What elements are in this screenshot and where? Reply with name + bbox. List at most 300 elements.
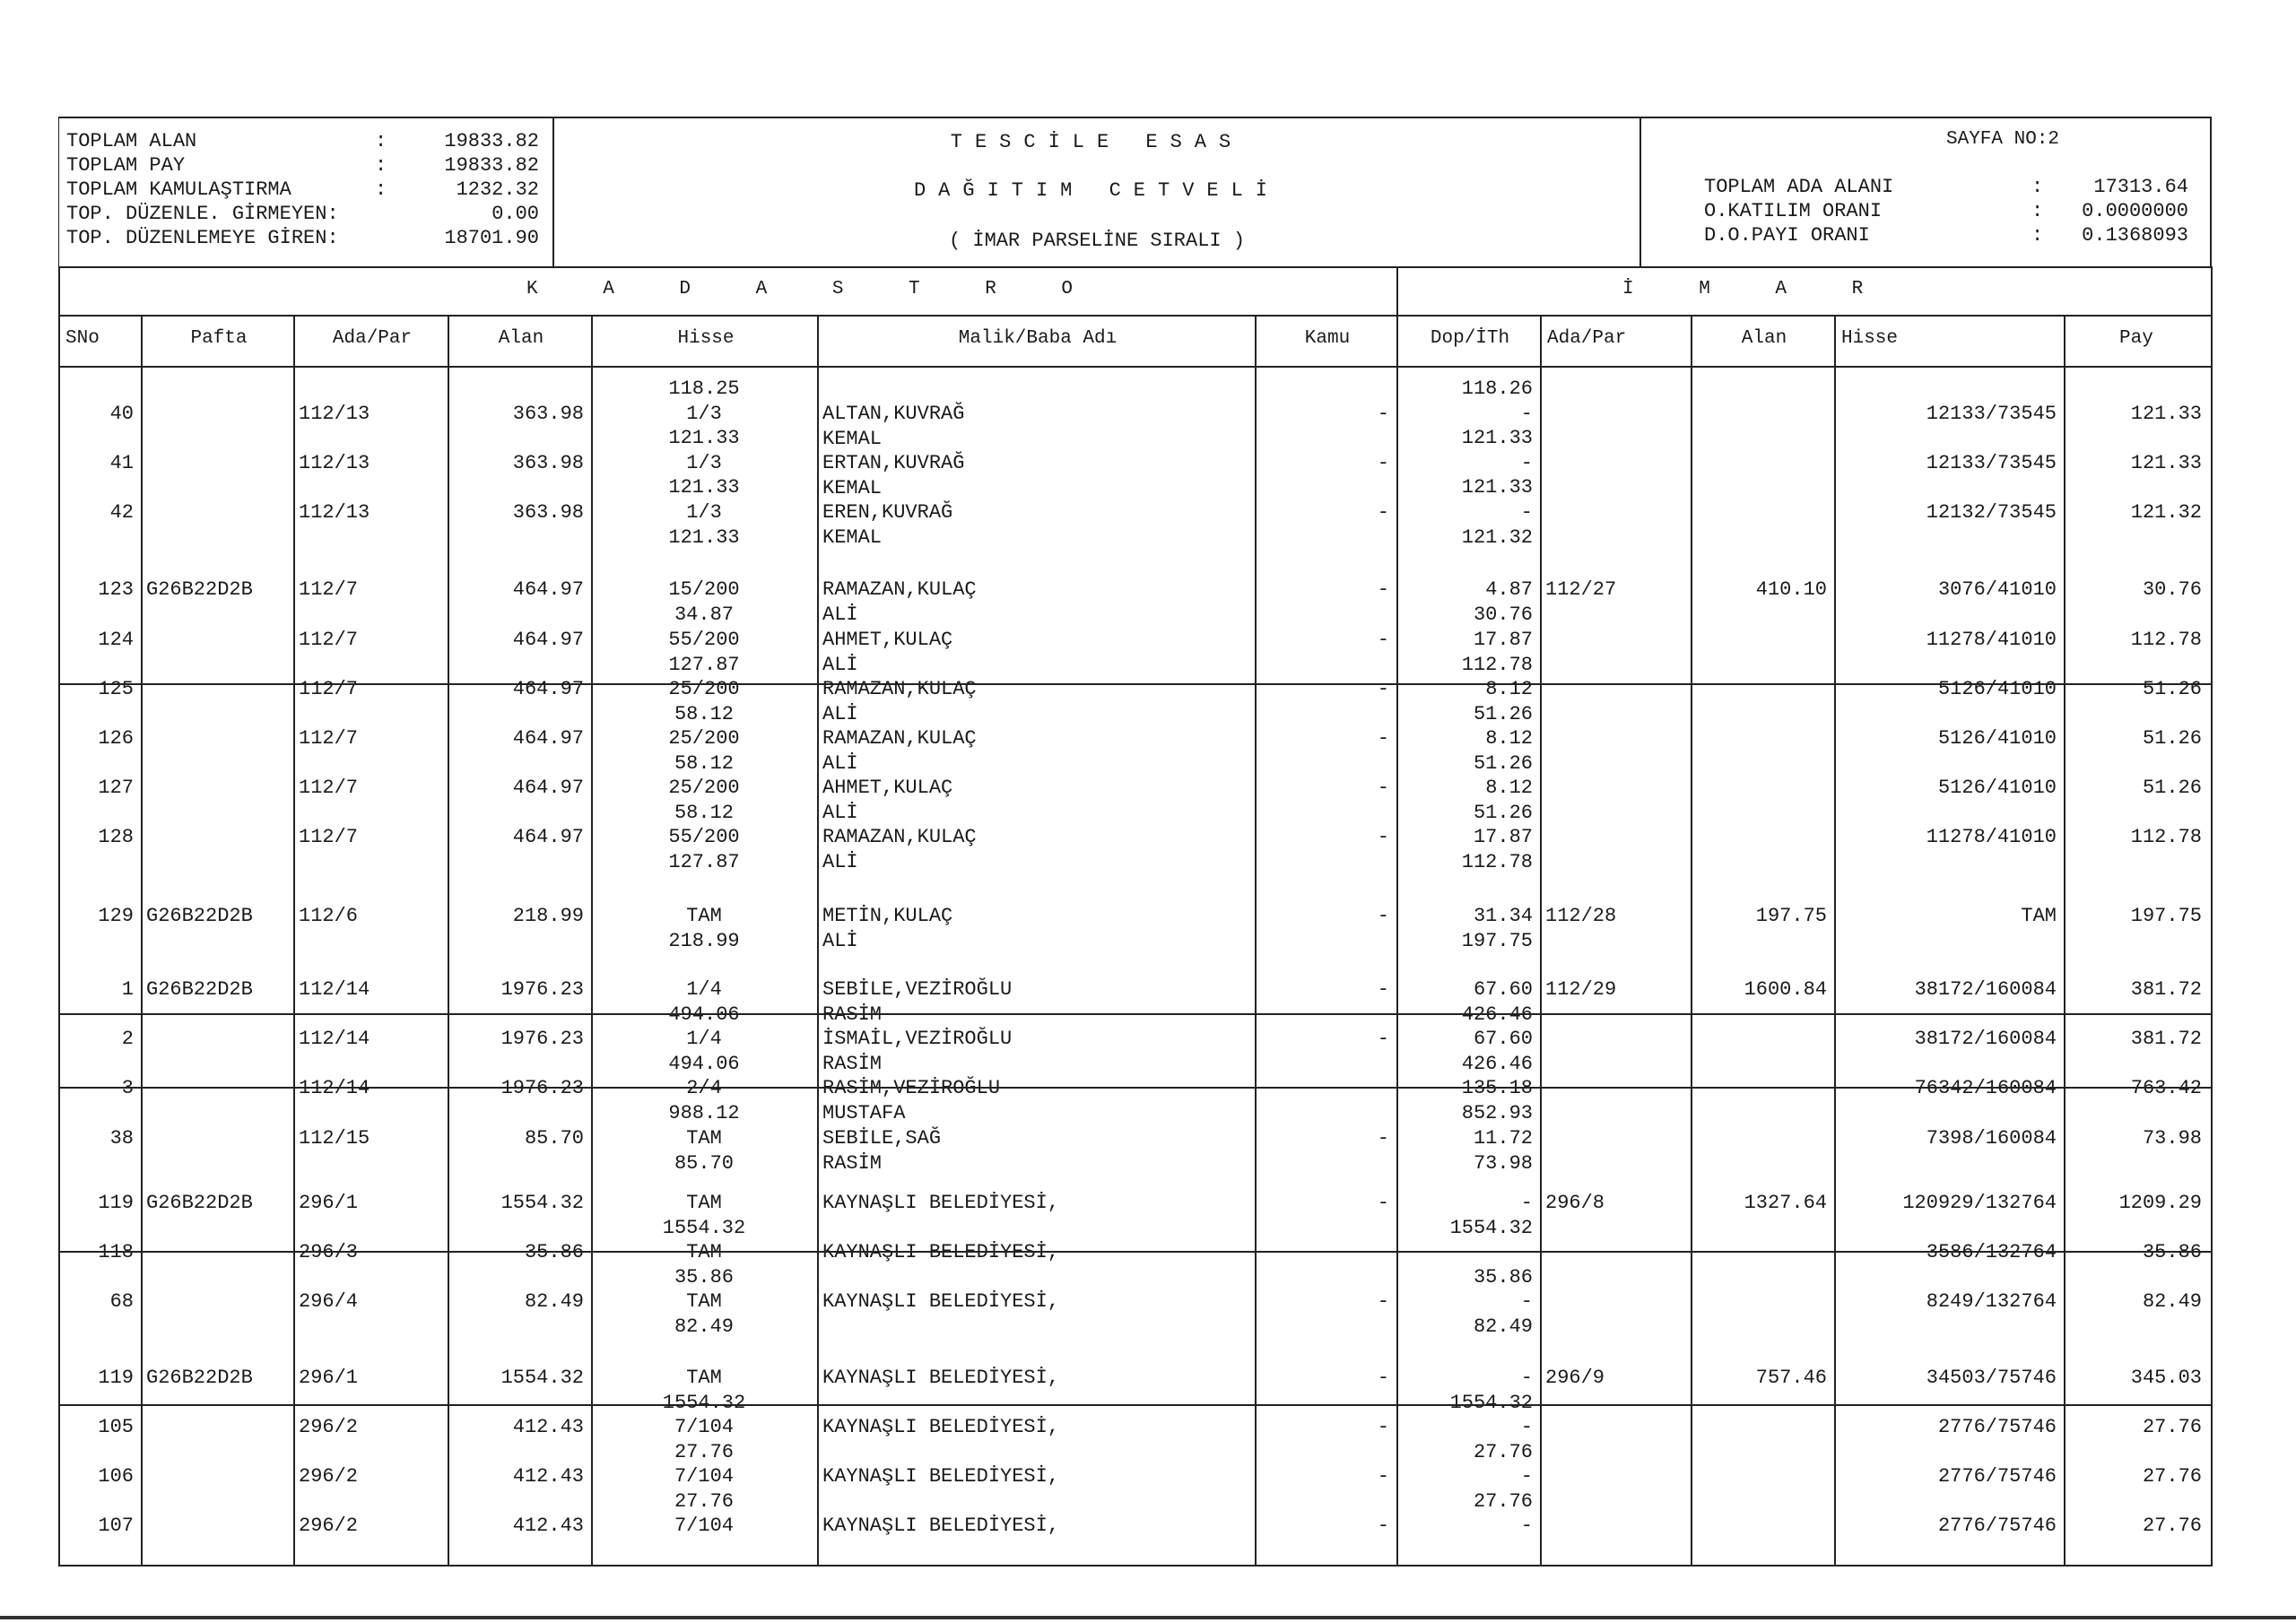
dop-cell: 67.60 (1473, 978, 1533, 1001)
imar-ada-par-cell: 112/28 (1545, 905, 1617, 927)
pay-cell: 51.26 (2142, 678, 2202, 700)
hisse-amount: 58.12 (674, 703, 734, 725)
hisse-amount: 34.87 (674, 603, 734, 626)
total-label: TOPLAM ALAN (66, 130, 197, 152)
dop-cell: - (1520, 501, 1533, 524)
dop-amount: 852.93 (1461, 1102, 1533, 1124)
pafta-cell: G26B22D2B (146, 1367, 253, 1389)
kamu-cell: - (1377, 1028, 1389, 1050)
title-panel (554, 118, 1641, 266)
imar-hisse-cell: 12133/73545 (1926, 403, 2057, 425)
header-box (58, 117, 2212, 268)
imar-hisse-cell: 2776/75746 (1937, 1515, 2057, 1537)
owner-name: SEBİLE,SAĞ (822, 1127, 942, 1150)
total-label: TOPLAM PAY (66, 154, 186, 177)
father-name: MUSTAFA (822, 1102, 906, 1124)
owner-name: KAYNAŞLI BELEDİYESİ, (822, 1241, 1060, 1263)
owner-name: RASİM,VEZİROĞLU (822, 1077, 1001, 1099)
totals-panel (59, 118, 554, 266)
father-name: KEMAL (822, 428, 883, 450)
owner-name: SEBİLE,VEZİROĞLU (822, 978, 1013, 1001)
hisse-cell: 1/4 (686, 978, 722, 1001)
hisse-cell: 1/3 (686, 403, 722, 425)
ada-par-cell: 296/2 (299, 1465, 359, 1488)
owner-name: ERTAN,KUVRAĞ (822, 452, 965, 474)
column-header: Dop/İTh (1430, 328, 1510, 349)
hisse-amount: 58.12 (674, 802, 734, 824)
owner-name: KAYNAŞLI BELEDİYESİ, (822, 1367, 1060, 1389)
ada-par-cell: 112/7 (299, 678, 359, 700)
hisse-amount: 121.33 (668, 476, 740, 499)
dop-cell: - (1520, 1192, 1533, 1214)
pay-cell: 30.76 (2142, 578, 2202, 601)
hisse-amount: 121.33 (668, 526, 740, 549)
dop-cell: 8.12 (1485, 678, 1533, 700)
imar-hisse-cell: 12132/73545 (1926, 501, 2057, 524)
ada-par-cell: 112/7 (299, 777, 359, 799)
kamu-cell: - (1377, 1416, 1389, 1438)
column-header: Hisse (677, 328, 735, 349)
alan-cell: 412.43 (512, 1416, 584, 1438)
ada-par-cell: 112/7 (299, 727, 359, 750)
sno-cell: 126 (98, 727, 134, 750)
hisse-amount: 85.70 (674, 1152, 734, 1175)
total-label: D.O.PAYI ORANI (1704, 224, 1870, 247)
total-value: 1232.32 (456, 178, 539, 201)
father-name: ALİ (822, 603, 858, 626)
imar-hisse-cell: TAM (2021, 905, 2057, 927)
dop-amount: 35.86 (1473, 1266, 1533, 1289)
total-value: 0.1368093 (2082, 224, 2188, 247)
kamu-cell: - (1377, 1465, 1389, 1488)
hisse-amount: 58.12 (674, 752, 734, 775)
total-label: O.KATILIM ORANI (1704, 200, 1883, 222)
total-colon: : (375, 130, 387, 152)
dop-amount: 1554.32 (1449, 1217, 1533, 1239)
pay-cell: 121.33 (2130, 403, 2202, 425)
page-bottom-rule (0, 1616, 2296, 1619)
dop-cell: 4.87 (1485, 578, 1533, 601)
dop-amount: 51.26 (1473, 703, 1533, 725)
dop-amount: 121.32 (1461, 526, 1533, 549)
alan-cell: 363.98 (512, 501, 584, 524)
total-label: TOP. DÜZENLE. GİRMEYEN: (66, 203, 339, 225)
group-separator (58, 683, 2211, 685)
imar-hisse-cell: 12133/73545 (1926, 452, 2057, 474)
father-name: RASİM (822, 1053, 883, 1075)
dop-amount: 27.76 (1473, 1441, 1533, 1463)
alan-cell: 35.86 (524, 1241, 584, 1263)
imar-alan-cell: 1600.84 (1744, 978, 1827, 1001)
alan-cell: 464.97 (512, 727, 584, 750)
dop-amount: 426.46 (1461, 1053, 1533, 1075)
imar-alan-cell: 197.75 (1755, 905, 1827, 927)
total-value: 0.00 (491, 203, 539, 225)
ada-par-cell: 112/13 (299, 501, 370, 524)
hisse-amount: 121.33 (668, 427, 740, 449)
father-name: KEMAL (822, 526, 883, 549)
owner-name: KAYNAŞLI BELEDİYESİ, (822, 1192, 1060, 1214)
ada-par-cell: 112/6 (299, 905, 359, 927)
kamu-cell: - (1377, 403, 1389, 425)
total-label: TOPLAM ADA ALANI (1704, 176, 1894, 198)
title-line-1: TESCİLE ESAS (950, 131, 1244, 153)
ada-par-cell: 112/7 (299, 578, 359, 601)
dop-amount: 51.26 (1473, 752, 1533, 775)
dop-amount: 73.98 (1473, 1152, 1533, 1175)
hisse-cell: TAM (686, 1192, 722, 1214)
sno-cell: 124 (98, 629, 134, 651)
kadastro-section (60, 266, 1398, 315)
hisse-cell: 25/200 (668, 678, 740, 700)
column-header: Alan (498, 328, 544, 349)
imar-hisse-cell: 2776/75746 (1937, 1416, 2057, 1438)
dop-cell: 11.72 (1473, 1127, 1533, 1150)
imar-alan-cell: 757.46 (1755, 1367, 1827, 1389)
imar-hisse-cell: 5126/41010 (1937, 777, 2057, 799)
pay-cell: 35.86 (2142, 1241, 2202, 1263)
sno-cell: 118 (98, 1241, 134, 1263)
imar-hisse-cell: 8249/132764 (1926, 1290, 2057, 1313)
imar-hisse-cell: 120929/132764 (1902, 1192, 2057, 1214)
section-bar (58, 266, 2213, 317)
total-colon: : (375, 178, 387, 201)
hisse-amount: 1554.32 (662, 1217, 746, 1239)
father-name: RASİM (822, 1152, 883, 1175)
dop-cell: 8.12 (1485, 777, 1533, 799)
column-header: Malik/Baba Adı (958, 328, 1118, 349)
pay-cell: 381.72 (2130, 978, 2202, 1001)
table-outer-border (58, 365, 2213, 1567)
column-header: Ada/Par (332, 328, 413, 349)
imar-hisse-cell: 38172/160084 (1914, 978, 2057, 1001)
dop-cell: - (1520, 1515, 1533, 1537)
group-separator (58, 1251, 2211, 1253)
owner-name: KAYNAŞLI BELEDİYESİ, (822, 1515, 1060, 1537)
total-colon: : (375, 154, 387, 177)
imar-hisse-cell: 5126/41010 (1937, 727, 2057, 750)
pay-cell: 73.98 (2142, 1127, 2202, 1150)
kamu-cell: - (1377, 629, 1389, 651)
pay-cell: 121.33 (2130, 452, 2202, 474)
kamu-cell: - (1377, 501, 1389, 524)
imar-ada-par-cell: 296/8 (1545, 1192, 1605, 1214)
imar-hisse-cell: 2776/75746 (1937, 1465, 2057, 1488)
sno-cell: 38 (109, 1127, 134, 1150)
father-name: ALİ (822, 802, 858, 824)
alan-cell: 1976.23 (500, 978, 584, 1001)
dop-amount: 426.46 (1461, 1003, 1533, 1026)
father-name: KEMAL (822, 477, 883, 499)
ada-par-cell: 112/13 (299, 403, 370, 425)
hisse-amount: 127.87 (668, 654, 740, 676)
alan-cell: 363.98 (512, 452, 584, 474)
dop-amount: 1554.32 (1449, 1392, 1533, 1414)
pay-cell: 51.26 (2142, 777, 2202, 799)
owner-name: KAYNAŞLI BELEDİYESİ, (822, 1416, 1060, 1438)
page-info-panel (1641, 118, 2210, 266)
sno-cell: 119 (98, 1192, 134, 1214)
father-name: RASİM (822, 1003, 883, 1026)
hisse-cell: TAM (686, 1367, 722, 1389)
dop-cell: - (1520, 1465, 1533, 1488)
dop-cell: - (1520, 1290, 1533, 1313)
owner-name: RAMAZAN,KULAÇ (822, 678, 977, 700)
alan-cell: 1554.32 (500, 1367, 584, 1389)
dop-amount: 112.78 (1461, 654, 1533, 676)
kamu-cell: - (1377, 777, 1389, 799)
alan-cell: 85.70 (524, 1127, 584, 1150)
ada-par-cell: 296/2 (299, 1416, 359, 1438)
hisse-amount: 494.06 (668, 1003, 740, 1026)
kamu-cell: - (1377, 1241, 1389, 1263)
owner-name: EREN,KUVRAĞ (822, 501, 953, 524)
ada-par-cell: 296/1 (299, 1367, 359, 1389)
sno-cell: 1 (121, 978, 134, 1001)
pay-cell: 27.76 (2142, 1416, 2202, 1438)
dop-amount: 27.76 (1473, 1490, 1533, 1513)
pay-cell: 121.32 (2130, 501, 2202, 524)
hisse-amount: 218.99 (668, 930, 740, 952)
dop-amount: 82.49 (1473, 1315, 1533, 1338)
imar-hisse-cell: 11278/41010 (1926, 826, 2057, 848)
hisse-amount: 27.76 (674, 1490, 734, 1513)
alan-cell: 1554.32 (500, 1192, 584, 1214)
group-separator (58, 1404, 2211, 1406)
distribution-sheet (58, 117, 2211, 1565)
hisse-amount: 988.12 (668, 1102, 740, 1124)
dop-cell: - (1520, 403, 1533, 425)
sno-cell: 106 (98, 1465, 134, 1488)
hisse-cell: 2/4 (686, 1077, 722, 1099)
total-value: 19833.82 (444, 154, 539, 177)
alan-cell: 412.43 (512, 1515, 584, 1537)
owner-name: RAMAZAN,KULAÇ (822, 727, 977, 750)
imar-hisse-cell: 11278/41010 (1926, 629, 2057, 651)
kamu-cell: - (1377, 1077, 1389, 1099)
column-header: SNo (65, 328, 100, 349)
pay-cell: 1209.29 (2118, 1192, 2202, 1214)
owner-name: KAYNAŞLI BELEDİYESİ, (822, 1290, 1060, 1313)
ada-par-cell: 296/4 (299, 1290, 359, 1313)
kamu-cell: - (1377, 452, 1389, 474)
kamu-cell: - (1377, 1367, 1389, 1389)
total-colon: : (2031, 224, 2044, 247)
dop-amount: 51.26 (1473, 802, 1533, 824)
pay-cell: 763.42 (2130, 1077, 2202, 1099)
total-label: TOPLAM KAMULAŞTIRMA (66, 178, 291, 201)
total-colon: : (2031, 176, 2044, 198)
alan-cell: 464.97 (512, 678, 584, 700)
father-name: ALİ (822, 851, 858, 873)
kamu-cell: - (1377, 1290, 1389, 1313)
column-header: Alan (1741, 328, 1787, 349)
hisse-cell: 1/3 (686, 501, 722, 524)
kamu-cell: - (1377, 727, 1389, 750)
sno-cell: 107 (98, 1515, 134, 1537)
owner-name: ALTAN,KUVRAĞ (822, 403, 965, 425)
page-number: SAYFA NO:2 (1946, 129, 2060, 150)
pay-cell: 51.26 (2142, 727, 2202, 750)
ada-par-cell: 296/2 (299, 1515, 359, 1537)
total-value: 0.0000000 (2082, 200, 2188, 222)
pay-cell: 27.76 (2142, 1515, 2202, 1537)
pafta-cell: G26B22D2B (146, 1192, 253, 1214)
hisse-amount: 118.25 (668, 378, 740, 400)
column-header: Pafta (190, 328, 248, 349)
alan-cell: 363.98 (512, 403, 584, 425)
pay-cell: 27.76 (2142, 1465, 2202, 1488)
dop-amount: 112.78 (1461, 851, 1533, 873)
dop-cell: - (1520, 1416, 1533, 1438)
pay-cell: 112.78 (2130, 629, 2202, 651)
title-line-3: ( İMAR PARSELİNE SIRALI ) (948, 230, 1246, 252)
owner-name: AHMET,KULAÇ (822, 629, 953, 651)
hisse-cell: TAM (686, 1290, 722, 1313)
sno-cell: 40 (109, 403, 134, 425)
dop-cell: 17.87 (1473, 629, 1533, 651)
total-colon: : (2031, 200, 2044, 222)
imar-ada-par-cell: 296/9 (1545, 1367, 1605, 1389)
column-header: Pay (2119, 328, 2153, 349)
alan-cell: 464.97 (512, 578, 584, 601)
sno-cell: 129 (98, 905, 134, 927)
hisse-cell: 25/200 (668, 727, 740, 750)
kamu-cell: - (1377, 1127, 1389, 1150)
total-label: TOP. DÜZENLEMEYE GİREN: (66, 227, 339, 249)
alan-cell: 1976.23 (500, 1077, 584, 1099)
pay-cell: 82.49 (2142, 1290, 2202, 1313)
kamu-cell: - (1377, 1515, 1389, 1537)
hisse-amount: 82.49 (674, 1315, 734, 1338)
alan-cell: 218.99 (512, 905, 584, 927)
imar-hisse-cell: 5126/41010 (1937, 678, 2057, 700)
owner-name: METİN,KULAÇ (822, 905, 953, 927)
father-name: ALİ (822, 703, 858, 725)
imar-alan-cell: 1327.64 (1744, 1192, 1827, 1214)
kamu-cell: - (1377, 978, 1389, 1001)
total-value: 19833.82 (444, 130, 539, 152)
imar-hisse-cell: 34503/75746 (1926, 1367, 2057, 1389)
imar-hisse-cell: 7398/160084 (1926, 1127, 2057, 1150)
hisse-cell: TAM (686, 1241, 722, 1263)
dop-amount: 197.75 (1461, 930, 1533, 952)
imar-hisse-cell: 3076/41010 (1937, 578, 2057, 601)
dop-cell: 17.87 (1473, 826, 1533, 848)
dop-amount: 118.26 (1461, 378, 1533, 400)
alan-cell: 464.97 (512, 777, 584, 799)
pafta-cell: G26B22D2B (146, 905, 253, 927)
imar-alan-cell: 410.10 (1755, 578, 1827, 601)
hisse-amount: 127.87 (668, 851, 740, 873)
imar-ada-par-cell: 112/27 (1545, 578, 1617, 601)
imar-hisse-cell: 3586/132764 (1926, 1241, 2057, 1263)
kamu-cell: - (1377, 578, 1389, 601)
dop-amount: 30.76 (1473, 603, 1533, 626)
alan-cell: 412.43 (512, 1465, 584, 1488)
pafta-cell: G26B22D2B (146, 978, 253, 1001)
sno-cell: 119 (98, 1367, 134, 1389)
total-value: 18701.90 (444, 227, 539, 249)
dop-cell: - (1520, 452, 1533, 474)
hisse-cell: TAM (686, 905, 722, 927)
hisse-cell: 55/200 (668, 826, 740, 848)
ada-par-cell: 112/7 (299, 826, 359, 848)
dop-amount: 121.33 (1461, 427, 1533, 449)
pay-cell: 345.03 (2130, 1367, 2202, 1389)
hisse-cell: 7/104 (674, 1515, 734, 1537)
ada-par-cell: 296/1 (299, 1192, 359, 1214)
ada-par-cell: 112/7 (299, 629, 359, 651)
kamu-cell: - (1377, 905, 1389, 927)
group-separator (58, 1087, 2211, 1089)
column-header: Kamu (1304, 328, 1351, 349)
sno-cell: 3 (121, 1077, 134, 1099)
kamu-cell: - (1377, 1192, 1389, 1214)
dop-cell: 135.18 (1461, 1077, 1533, 1099)
group-separator (58, 1013, 2211, 1015)
owner-name: RAMAZAN,KULAÇ (822, 826, 977, 848)
father-name: ALİ (822, 752, 858, 775)
sno-cell: 125 (98, 678, 134, 700)
sno-cell: 68 (109, 1290, 134, 1313)
imar-hisse-cell: 38172/160084 (1914, 1028, 2057, 1050)
alan-cell: 82.49 (524, 1290, 584, 1313)
hisse-cell: TAM (686, 1127, 722, 1150)
father-name: ALİ (822, 654, 858, 676)
hisse-amount: 27.76 (674, 1441, 734, 1463)
sno-cell: 2 (121, 1028, 134, 1050)
kadastro-label: K A D A S T R O (526, 279, 1100, 299)
sno-cell: 128 (98, 826, 134, 848)
kamu-cell: - (1377, 826, 1389, 848)
dop-cell: - (1520, 1367, 1533, 1389)
alan-cell: 1976.23 (500, 1028, 584, 1050)
hisse-cell: 25/200 (668, 777, 740, 799)
dop-cell: 8.12 (1485, 727, 1533, 750)
pay-cell: 112.78 (2130, 826, 2202, 848)
hisse-amount: 1554.32 (662, 1392, 746, 1414)
sno-cell: 42 (109, 501, 134, 524)
ada-par-cell: 112/15 (299, 1127, 370, 1150)
pay-cell: 197.75 (2130, 905, 2202, 927)
hisse-cell: 15/200 (668, 578, 740, 601)
dop-cell: 31.34 (1473, 905, 1533, 927)
title-line-2: DAĞITIM CETVELİ (913, 179, 1281, 202)
owner-name: KAYNAŞLI BELEDİYESİ, (822, 1465, 1060, 1488)
column-header-row (58, 315, 2213, 368)
column-header: Hisse (1841, 328, 1899, 349)
hisse-cell: 7/104 (674, 1416, 734, 1438)
hisse-cell: 1/4 (686, 1028, 722, 1050)
imar-section (1398, 266, 2211, 315)
owner-name: AHMET,KULAÇ (822, 777, 953, 799)
total-value: 17313.64 (2093, 176, 2188, 198)
father-name: ALİ (822, 930, 858, 952)
ada-par-cell: 112/13 (299, 452, 370, 474)
imar-label: İ M A R (1622, 279, 1891, 299)
kamu-cell: - (1377, 678, 1389, 700)
sno-cell: 127 (98, 777, 134, 799)
dop-amount: 121.33 (1461, 476, 1533, 499)
dop-cell: 67.60 (1473, 1028, 1533, 1050)
sno-cell: 123 (98, 578, 134, 601)
imar-ada-par-cell: 112/29 (1545, 978, 1617, 1001)
dop-cell: - (1520, 1241, 1533, 1263)
hisse-cell: 7/104 (674, 1465, 734, 1488)
imar-hisse-cell: 76342/160084 (1914, 1077, 2057, 1099)
ada-par-cell: 112/14 (299, 978, 370, 1001)
